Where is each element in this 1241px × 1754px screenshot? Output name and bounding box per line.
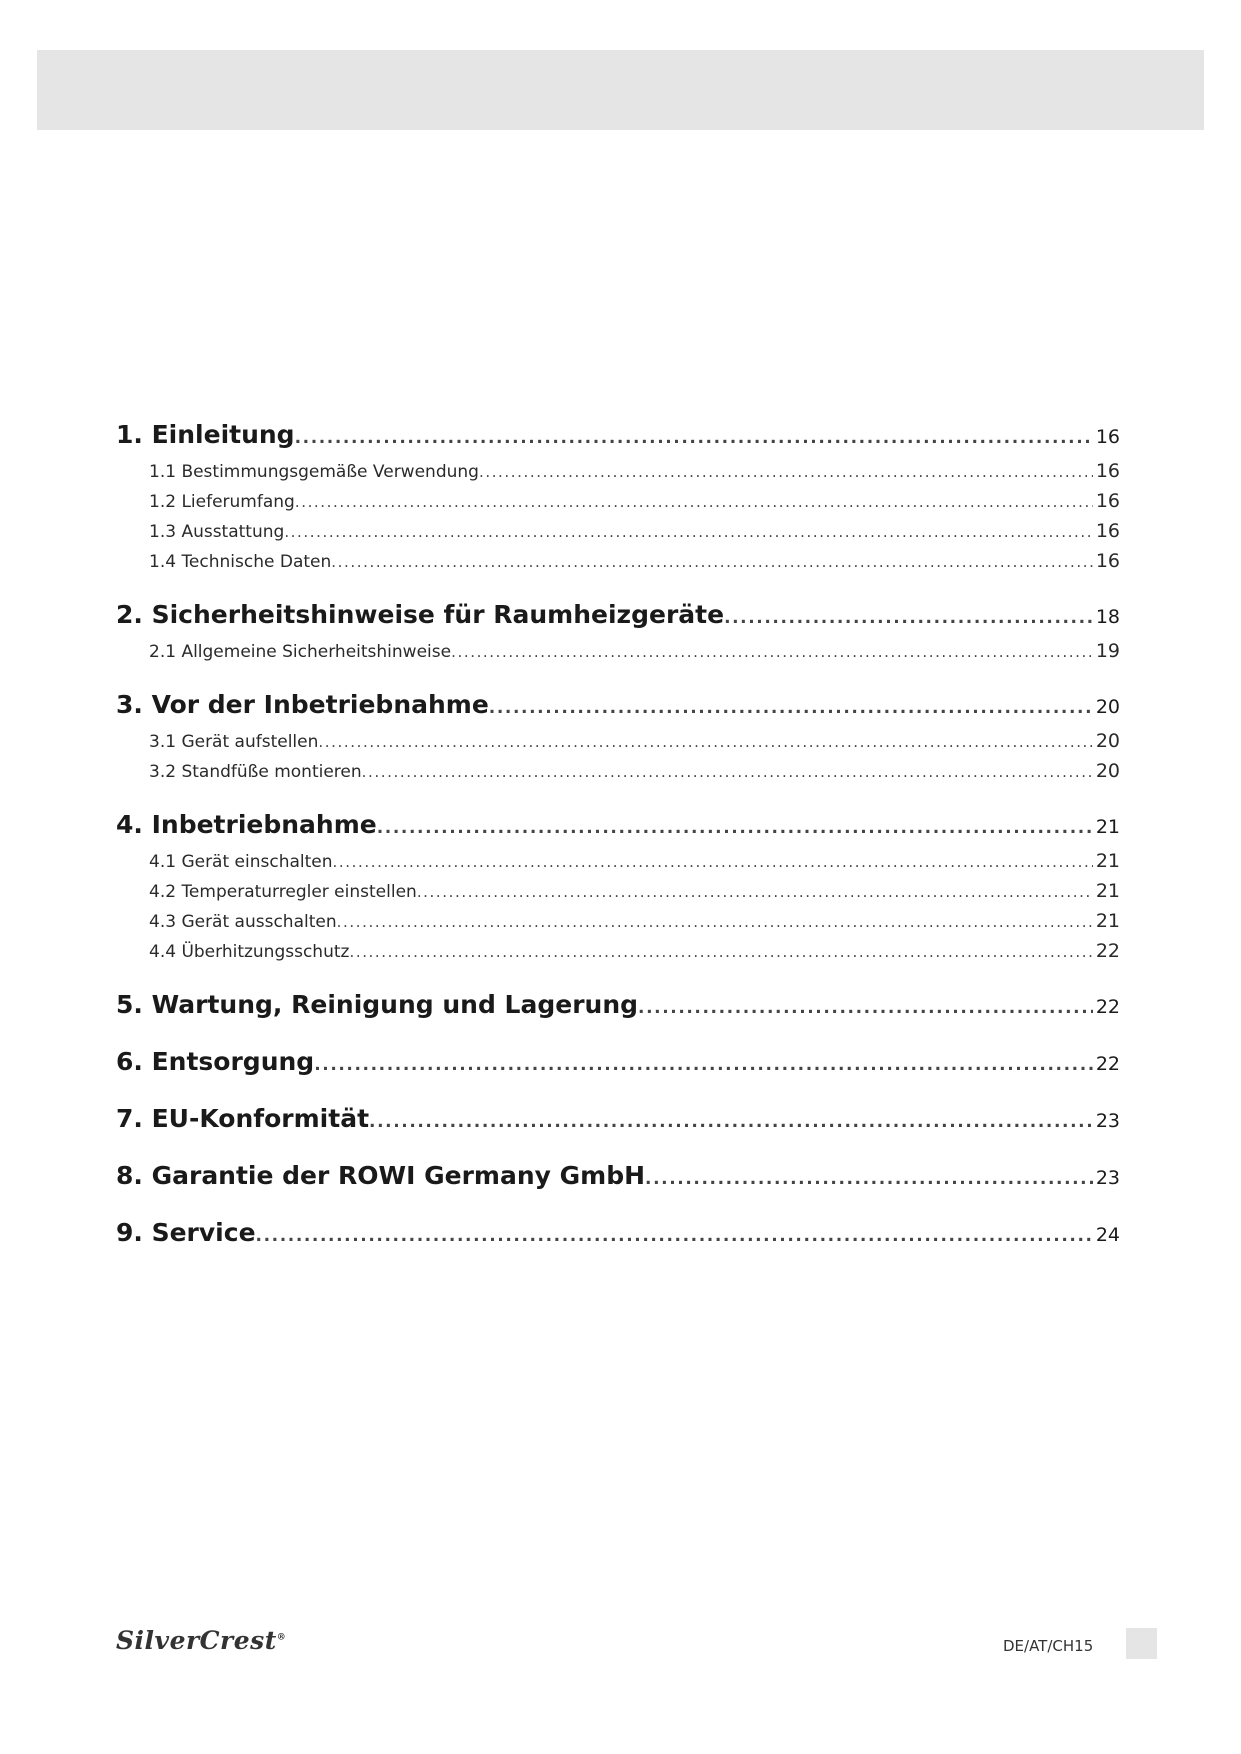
table-of-contents — [116, 420, 1120, 1275]
dot-leader — [377, 818, 1093, 838]
entry-page-number: 21 — [1095, 880, 1120, 902]
toc-subsection-entry[interactable] — [116, 520, 1120, 550]
dot-leader — [256, 1226, 1093, 1246]
toc-chapter-entry[interactable] — [116, 990, 1120, 1027]
toc-subsection-entry[interactable] — [116, 550, 1120, 580]
entry-title: 4.2 Temperaturregler einstellen — [149, 882, 417, 902]
entry-title: 1.2 Lieferumfang — [149, 492, 295, 512]
toc-section — [116, 600, 1120, 670]
entry-title: 7. EU-Konformität — [116, 1104, 370, 1133]
entry-title: 2.1 Allgemeine Sicherheitshinweise — [149, 642, 452, 662]
entry-title: 1. Einleitung — [116, 420, 295, 449]
entry-title: 6. Entsorgung — [116, 1047, 315, 1076]
entry-page-number: 22 — [1095, 996, 1120, 1018]
entry-page-number: 22 — [1095, 1053, 1120, 1075]
entry-page-number: 21 — [1095, 850, 1120, 872]
toc-subsection-entry[interactable] — [116, 940, 1120, 970]
dot-leader — [337, 913, 1093, 931]
entry-page-number: 16 — [1095, 550, 1120, 572]
toc-section — [116, 690, 1120, 790]
header-band — [37, 50, 1204, 130]
entry-title: 1.1 Bestimmungsgemäße Verwendung — [149, 462, 479, 482]
dot-leader — [333, 853, 1093, 871]
entry-page-number: 16 — [1095, 490, 1120, 512]
toc-subsection-entry[interactable] — [116, 880, 1120, 910]
entry-title: 1.3 Ausstattung — [149, 522, 285, 542]
dot-leader — [331, 553, 1093, 571]
toc-subsection-entry[interactable] — [116, 850, 1120, 880]
toc-chapter-entry[interactable] — [116, 1104, 1120, 1141]
entry-title: 8. Garantie der ROWI Germany GmbH — [116, 1161, 646, 1190]
entry-title: 9. Service — [116, 1218, 256, 1247]
entry-page-number: 21 — [1095, 816, 1120, 838]
dot-leader — [318, 733, 1092, 751]
dot-leader — [645, 1169, 1093, 1189]
dot-leader — [479, 463, 1093, 481]
entry-page-number: 16 — [1095, 426, 1120, 448]
dot-leader — [417, 883, 1093, 901]
toc-section — [116, 1104, 1120, 1141]
dot-leader — [314, 1055, 1093, 1075]
entry-page-number: 16 — [1095, 460, 1120, 482]
entry-title: 3.1 Gerät aufstellen — [149, 732, 319, 752]
toc-section — [116, 990, 1120, 1027]
toc-subsection-entry[interactable] — [116, 640, 1120, 670]
entry-page-number: 18 — [1095, 606, 1120, 628]
entry-title: 1.4 Technische Daten — [149, 552, 332, 572]
brand-name: SilverCrest — [116, 1626, 277, 1655]
brand-logo — [116, 1626, 286, 1655]
toc-subsection-entry[interactable] — [116, 910, 1120, 940]
dot-leader — [638, 998, 1093, 1018]
entry-page-number: 19 — [1095, 640, 1120, 662]
toc-section — [116, 420, 1120, 580]
entry-title: 4. Inbetriebnahme — [116, 810, 377, 839]
entry-title: 5. Wartung, Reinigung und Lagerung — [116, 990, 639, 1019]
dot-leader — [369, 1112, 1093, 1132]
entry-title: 4.1 Gerät einschalten — [149, 852, 333, 872]
toc-section — [116, 810, 1120, 970]
toc-section — [116, 1047, 1120, 1084]
toc-chapter-entry[interactable] — [116, 1218, 1120, 1255]
dot-leader — [295, 493, 1093, 511]
entry-page-number: 20 — [1095, 696, 1120, 718]
toc-chapter-entry[interactable] — [116, 690, 1120, 727]
entry-title: 3.2 Standfüße montieren — [149, 762, 362, 782]
dot-leader — [451, 643, 1093, 661]
entry-page-number: 21 — [1095, 910, 1120, 932]
dot-leader — [349, 943, 1092, 961]
entry-title: 2. Sicherheitshinweise für Raumheizgeräte — [116, 600, 725, 629]
toc-subsection-entry[interactable] — [116, 490, 1120, 520]
entry-page-number: 23 — [1095, 1110, 1120, 1132]
entry-page-number: 20 — [1095, 730, 1120, 752]
page-tab-marker — [1126, 1628, 1157, 1659]
toc-section — [116, 1218, 1120, 1255]
entry-page-number: 22 — [1095, 940, 1120, 962]
toc-subsection-entry[interactable] — [116, 460, 1120, 490]
entry-page-number: 16 — [1095, 520, 1120, 542]
entry-page-number: 24 — [1095, 1224, 1120, 1246]
page-number-label: DE/AT/CH15 — [1003, 1637, 1094, 1655]
toc-chapter-entry[interactable] — [116, 1161, 1120, 1198]
toc-chapter-entry[interactable] — [116, 600, 1120, 637]
toc-chapter-entry[interactable] — [116, 420, 1120, 457]
toc-chapter-entry[interactable] — [116, 1047, 1120, 1084]
toc-section — [116, 1161, 1120, 1198]
dot-leader — [284, 523, 1093, 541]
toc-subsection-entry[interactable] — [116, 730, 1120, 760]
entry-page-number: 23 — [1095, 1167, 1120, 1189]
toc-subsection-entry[interactable] — [116, 760, 1120, 790]
brand-registered-mark: ® — [276, 1632, 287, 1643]
dot-leader — [724, 608, 1093, 628]
entry-page-number: 20 — [1095, 760, 1120, 782]
dot-leader — [295, 428, 1093, 448]
toc-chapter-entry[interactable] — [116, 810, 1120, 847]
dot-leader — [489, 698, 1093, 718]
entry-title: 4.3 Gerät ausschalten — [149, 912, 337, 932]
entry-title: 4.4 Überhitzungsschutz — [149, 942, 350, 962]
dot-leader — [362, 763, 1093, 781]
entry-title: 3. Vor der Inbetriebnahme — [116, 690, 489, 719]
